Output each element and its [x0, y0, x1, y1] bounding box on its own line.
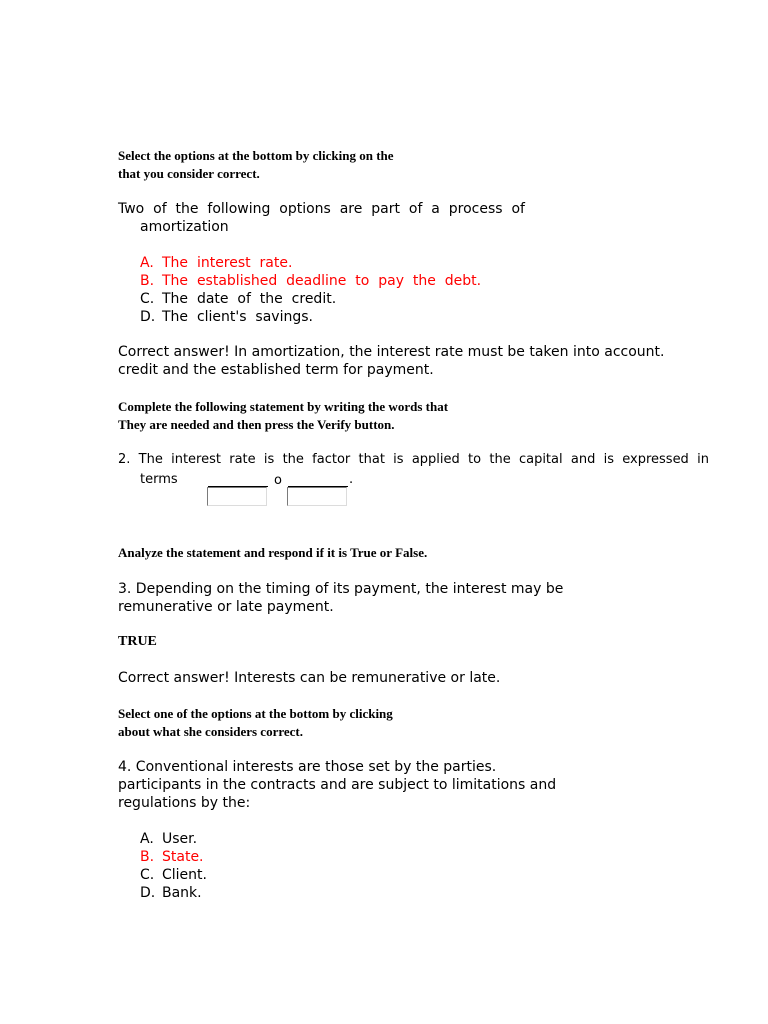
- instruction-1-line-1: Select the options at the bottom by clicking on the: [118, 148, 394, 163]
- question-1-option-c[interactable]: [140, 290, 336, 308]
- question-2-terms: terms: [140, 472, 178, 487]
- instruction-4-line-2: about what she considers correct.: [118, 724, 303, 739]
- question-4-option-b[interactable]: [140, 848, 204, 866]
- instruction-1-line-2: that you consider correct.: [118, 166, 260, 181]
- option-letter: C.: [140, 291, 155, 307]
- option-text: Bank.: [162, 885, 202, 901]
- question-4-option-d[interactable]: [140, 884, 202, 902]
- question-4-option-a[interactable]: [140, 830, 197, 848]
- blank-line-2: [288, 474, 348, 487]
- option-text: The interest rate.: [162, 255, 293, 271]
- question-3-line-2: remunerative or late payment.: [118, 599, 334, 615]
- instruction-3-line-1: Analyze the statement and respond if it is True or False.: [118, 545, 428, 560]
- question-2-line-1: 2. The interest rate is the factor that is applied to the capital and is expressed in: [118, 452, 709, 467]
- option-letter: D.: [140, 309, 156, 325]
- option-text: The established deadline to pay the debt.: [162, 273, 482, 289]
- option-text: The date of the credit.: [162, 291, 337, 307]
- question-3-feedback: Correct answer! Interests can be remunerative or late.: [118, 670, 501, 686]
- option-letter: B.: [140, 849, 155, 865]
- option-text: Client.: [162, 867, 207, 883]
- option-letter: C.: [140, 867, 155, 883]
- question-3-answer[interactable]: TRUE: [118, 634, 157, 649]
- question-4-option-c[interactable]: [140, 866, 207, 884]
- blank-line-1: [208, 474, 268, 487]
- instruction-4-line-1: Select one of the options at the bottom by clicking: [118, 706, 393, 721]
- question-4-line-3: regulations by the:: [118, 795, 251, 811]
- question-4-line-1: 4. Conventional interests are those set by the parties.: [118, 759, 497, 775]
- question-1-option-d[interactable]: [140, 308, 313, 326]
- question-1-option-a[interactable]: [140, 254, 292, 272]
- question-2-connector: o: [274, 473, 282, 488]
- instruction-2-line-2: They are needed and then press the Verify button.: [118, 417, 395, 432]
- answer-input-2[interactable]: [287, 487, 347, 506]
- question-3-line-1: 3. Depending on the timing of its payment, the interest may be: [118, 581, 564, 597]
- question-1-feedback-line-1: Correct answer! In amortization, the interest rate must be taken into account.: [118, 344, 665, 360]
- option-letter: D.: [140, 885, 156, 901]
- instruction-2-line-1: Complete the following statement by writing the words that: [118, 399, 449, 414]
- option-letter: A.: [140, 255, 154, 271]
- answer-input-1[interactable]: [207, 487, 267, 506]
- question-1-line-2: amortization: [140, 219, 229, 235]
- question-4-line-2: participants in the contracts and are subject to limitations and: [118, 777, 557, 793]
- option-text: The client's savings.: [162, 309, 313, 325]
- question-1-line-1: Two of the following options are part of a process of: [118, 201, 525, 217]
- option-text: State.: [162, 849, 204, 865]
- option-text: User.: [162, 831, 198, 847]
- question-1-feedback-line-2: credit and the established term for payment.: [118, 362, 434, 378]
- question-1-option-b[interactable]: [140, 272, 481, 290]
- option-letter: A.: [140, 831, 154, 847]
- question-2-end: .: [349, 472, 354, 487]
- option-letter: B.: [140, 273, 155, 289]
